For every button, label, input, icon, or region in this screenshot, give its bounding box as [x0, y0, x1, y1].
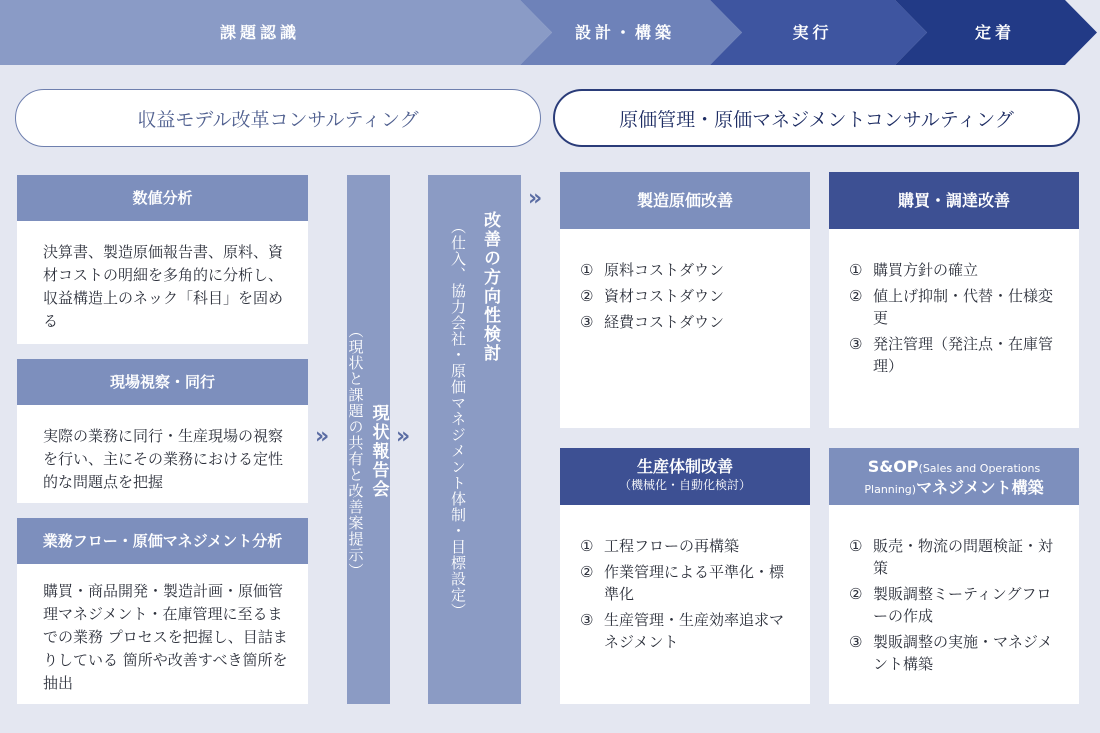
- list-item: ③ 生産管理・生産効率追求マネジメント: [580, 611, 785, 651]
- phase-4-label: 定着: [974, 23, 1015, 42]
- card-head-numeric-analysis: 数値分析: [17, 175, 308, 221]
- status-report-title: 現状報告会: [368, 403, 389, 499]
- card-body-manufacturing-cost: [560, 229, 810, 428]
- card-head-procurement: 購買・調達改善: [829, 172, 1079, 229]
- list-item: ③ 製販調整の実施・マネジメント構築: [849, 633, 1053, 673]
- list-item: ② 資材コストダウン: [580, 287, 725, 305]
- improvement-direction-title: 改善の方向性検討: [480, 211, 500, 363]
- card-body-procurement: [829, 229, 1079, 428]
- list-item: ② 製販調整ミーティングフローの作成: [849, 585, 1052, 625]
- card-head-site-visit: 現場視察・同行: [17, 359, 308, 405]
- cost-management-consulting-pill: [553, 89, 1080, 147]
- status-report-sub: （現状と課題の共有と改善案提示）: [346, 323, 365, 579]
- production-system-title: 生産体制改善: [636, 457, 733, 476]
- sop-title: S&OP: [867, 457, 919, 476]
- phase-1-label: 課題認識: [219, 23, 300, 42]
- list-item: ② 値上げ抑制・代替・仕様変更: [849, 287, 1054, 327]
- pill-left-label: 収益モデル改革コンサルティング: [137, 108, 419, 131]
- chevron-icon: »: [528, 186, 537, 211]
- list-item: ① 販売・物流の問題検証・対策: [849, 537, 1054, 577]
- card-body-numeric-analysis: 決算書、製造原価報告書、原料、資材コストの明細を多角的に分析し、収益構造上のネック「科目」を固める: [17, 221, 308, 344]
- list-item: ② 作業管理による平準化・標準化: [580, 563, 785, 603]
- card-head-manufacturing-cost: 製造原価改善: [560, 172, 810, 229]
- card-head-production-system: [560, 448, 810, 505]
- card-body-workflow-analysis: 購買・商品開発・製造計画・原価管理マネジメント・在庫管理に至るまでの業務 プロセスを把握し、目詰まりしている 箇所や改善すべき箇所を抽出: [17, 564, 308, 704]
- card-head-workflow-analysis: 業務フロー・原価マネジメント分析: [17, 518, 308, 564]
- list-item: ③ 発注管理（発注点・在庫管理）: [849, 335, 1054, 375]
- card-body-sop: [829, 505, 1079, 704]
- chevron-icon: »: [315, 424, 324, 449]
- improvement-direction-bar: [428, 175, 521, 704]
- list-item: ① 購買方針の確立: [849, 261, 979, 279]
- list-item: ① 原料コストダウン: [580, 261, 725, 279]
- production-system-subtitle: （機械化・自動化検討）: [618, 478, 751, 492]
- phase-3-label: 実行: [792, 23, 833, 42]
- card-body-site-visit: 実際の業務に同行・生産現場の視察を行い、主にその業務における定性的な問題点を把握: [17, 405, 308, 503]
- sop-title-line2: マネジメント構築: [916, 478, 1044, 497]
- card-body-production-system: [560, 505, 810, 704]
- sop-title-line2-small: Planning): [864, 483, 917, 496]
- revenue-model-consulting-pill: [15, 89, 541, 147]
- card-head-sop: [829, 448, 1079, 505]
- list-item: ③ 経費コストダウン: [580, 313, 725, 331]
- chevron-icon: »: [396, 424, 405, 449]
- phase-arrow-bar: [0, 0, 1100, 65]
- status-report-bar: [347, 175, 390, 704]
- phase-2-label: 設計・構築: [574, 23, 675, 42]
- list-item: ① 工程フローの再構築: [580, 537, 740, 555]
- improvement-direction-sub: （仕入、協力会社・原価マネジメント体制・目標設定）: [449, 219, 467, 619]
- sop-title-small: (Sales and Operations: [918, 462, 1041, 475]
- pill-right-label: 原価管理・原価マネジメントコンサルティング: [619, 108, 1014, 131]
